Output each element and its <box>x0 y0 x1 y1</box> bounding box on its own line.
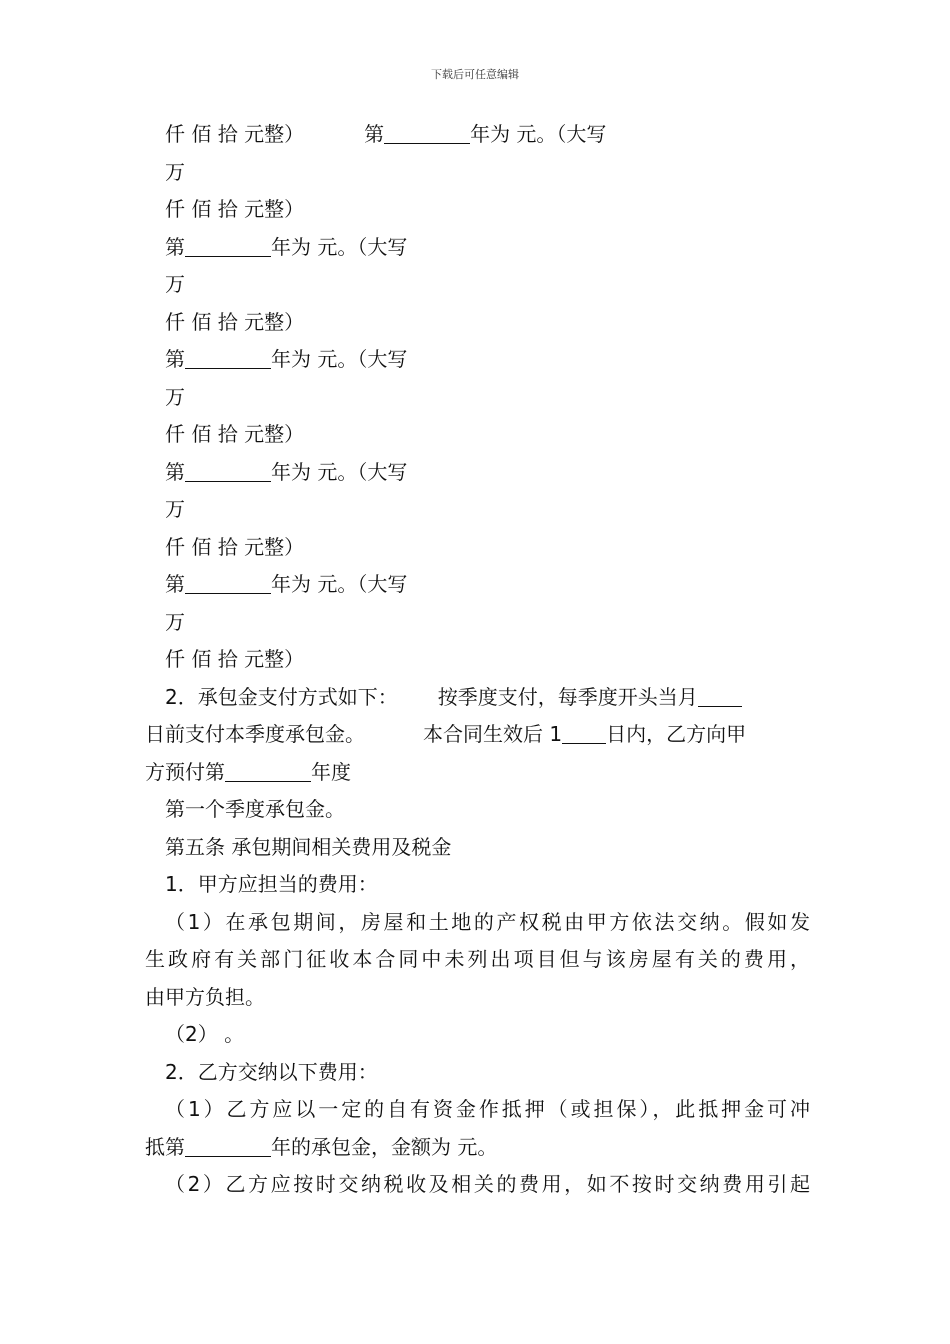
blank-underline <box>384 121 470 144</box>
line-qian: 仟 佰 拾 元整） <box>165 422 305 446</box>
payment-clause-line-2: 日前支付本季度承包金。 本合同生效后 1 日内，乙方向甲 <box>145 722 747 746</box>
section-2-title: 2．乙方交纳以下费用： <box>165 1059 378 1084</box>
blank-underline <box>698 684 742 707</box>
article-5-title: 第五条 承包期间相关费用及税金 <box>165 834 452 859</box>
blank-underline <box>225 759 311 782</box>
blank-underline <box>185 459 271 482</box>
line-1 <box>145 116 810 154</box>
line-qian: 仟 佰 拾 元整） <box>165 647 305 671</box>
line-year: 第 年为 元。（大写 <box>165 234 408 259</box>
blank-underline <box>185 571 271 594</box>
line-wan: 万 <box>165 384 185 409</box>
line-year: 第 年为 元。（大写 <box>165 459 408 484</box>
line-wan: 万 <box>165 609 185 634</box>
line-qian: 仟 佰 拾 元整） <box>165 534 305 559</box>
section-1-item-2: （2） 。 <box>165 1022 245 1046</box>
payment-clause-line-1: 2．承包金支付方式如下： 按季度支付，每季度开头当月 <box>145 679 810 717</box>
document-body <box>145 116 810 1204</box>
text: 年为 元。（大写 <box>470 122 607 146</box>
line-year: 第 年为 元。（大写 <box>165 347 408 371</box>
blank-underline <box>185 346 271 369</box>
line-wan: 万 <box>165 497 185 521</box>
blank-underline <box>562 721 606 744</box>
blank-underline <box>185 1134 271 1157</box>
section-1-item-1-line-1: （1）在承包期间，房屋和土地的产权税由甲方依法交纳。假如发 <box>165 909 810 934</box>
page-header: 下载后可任意编辑 <box>431 68 519 81</box>
line-year: 第 年为 元。（大写 <box>165 572 408 596</box>
text: 仟 佰 拾 元整） <box>165 122 305 146</box>
section-1-title: 1．甲方应担当的费用： <box>165 872 378 896</box>
section-2-item-2-line-1: （2）乙方应按时交纳税收及相关的费用，如不按时交纳费用引起 <box>165 1172 810 1196</box>
section-1-item-1-line-2: 生政府有关部门征收本合同中未列出项目但与该房屋有关的费用， <box>145 947 810 971</box>
section-1-item-1-line-3: 由甲方负担。 <box>145 984 265 1009</box>
line-wan: 万 <box>165 272 185 296</box>
section-2-item-1-line-1: （1）乙方应以一定的自有资金作抵押（或担保），此抵押金可冲 <box>165 1097 810 1121</box>
section-2-item-1-line-2: 抵第 年的承包金，金额为 元。 <box>145 1134 498 1159</box>
line-qian: 仟 佰 拾 元整） <box>165 309 305 334</box>
blank-underline <box>185 234 271 257</box>
payment-clause-line-3: 方预付第 年度 <box>145 759 351 784</box>
payment-clause-line-4: 第一个季度承包金。 <box>165 797 345 821</box>
line-wan: 万 <box>165 159 185 184</box>
line-qian: 仟 佰 拾 元整） <box>165 197 305 221</box>
text: 第 <box>364 122 385 146</box>
